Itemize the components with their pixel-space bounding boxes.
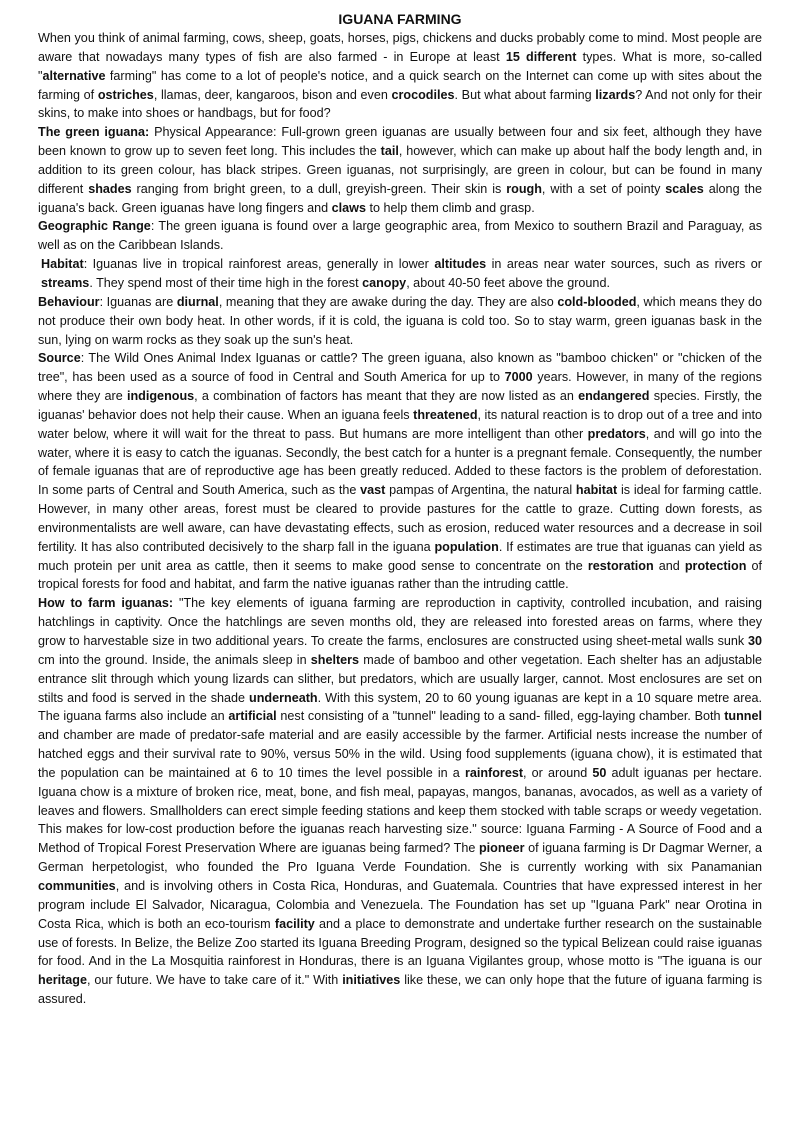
text-run: When you think of animal farming, cows, sheep, goats, horses, pigs, chickens and ducks probably come to mind. Most people are aware that nowadays many types of fish are also farmed - in Europe at least <box>38 31 762 64</box>
bold-term: rainforest <box>464 765 524 780</box>
text-run: . If estimates are true that iguanas can yield as much protein per unit area as cattle, then it seems to make good sense to concentrate on the <box>38 539 762 573</box>
text-run: , its natural reaction is to drop out of a tree and into water below, where it will wait for the threat to pass. But humans are more intelligent than other <box>38 407 763 441</box>
bold-term: diurnal <box>176 294 219 309</box>
bold-term: initiatives <box>342 973 401 988</box>
text-run: and a place to demonstrate and undertake further research on the sustainable use of forests. In Belize, the Belize Zoo started its Iguana Breeding Program, designed so the typical Belizean could raise iguanas for food. And in the La Mosquitia rainforest in Honduras, there is an Iguana Vigilantes group, whose motto is "The iguana is our <box>38 916 762 969</box>
text-run: pampas of Argentina, the natural <box>385 483 576 498</box>
bold-term: shades <box>88 181 132 196</box>
text-run: , llamas, deer, kangaroos, bison and even <box>153 87 392 102</box>
text-run: : Iguanas are <box>99 294 177 309</box>
text-run: . They spend most of their time high in the forest <box>89 275 363 290</box>
text-run: like these, we can only hope that the future of iguana farming is assured. <box>38 973 762 1007</box>
text-run: in areas near water sources, such as rivers or <box>486 257 763 272</box>
bold-term: artificial <box>228 709 277 724</box>
text-run: cm into the ground. Inside, the animals sleep in <box>38 652 311 667</box>
text-run: adult iguanas per hectare. Iguana chow is a mixture of broken rice, meat, bone, and fish meal, papayas, mangos, bananas, avocados, as well as a variety of leaves and flowers. Smallholders can erect simple feeding stations and keep them stocked with table scraps or weedy vegetation. This makes for low-cost production before the iguanas reach harvesting size." source: Iguana Farming - A Source of Food and a Method of Tropical Forest Preservation Where are iguanas being farmed? The <box>38 765 762 856</box>
bold-term: Behaviour <box>38 294 100 309</box>
bold-term: tunnel <box>724 709 762 724</box>
bold-term: The green iguana: <box>38 125 150 140</box>
text-run: to help them climb and grasp. <box>365 200 535 215</box>
bold-term: 50 <box>592 765 607 780</box>
bold-term: 7000 <box>504 370 533 385</box>
bold-term: protection <box>684 558 747 573</box>
text-run: , however, which can make up about half the body length and, in addition to its green colour, has black stripes. Green iguanas, not surprisingly, are green in colour, but can be found in many different <box>38 144 762 196</box>
paragraph-how-to-farm <box>38 594 762 1009</box>
bold-term: altitudes <box>434 257 487 272</box>
text-run: and chamber are made of predator-safe material and are easily accessible by the farmer. Artificial nests increase the number of hatched eggs and their survival rate to 90%, versus 50% in the wild. Using food supplements (iguana chow), it is estimated that the population can be maintained at 6 to 10 times the level possible in a <box>38 728 762 780</box>
text-run: is ideal for farming cattle. However, in many other areas, forest must be cleared to provide pastures for the cattle to graze. Cutting down forests, as environmentalists are well aware, can have devastating effects, such as erosion, reduced water resources and a decrease in soil fertility. It has also contributed decisively to the sharp fall in the iguana <box>38 483 762 554</box>
bold-term: communities <box>38 878 116 893</box>
bold-term: crocodiles <box>391 87 455 102</box>
text-run: of iguana farming is Dr Dagmar Werner, a German herpetologist, who founded the Pro Iguana Verde Foundation. She is currently working with six Panamanian <box>38 841 762 875</box>
text-run: and <box>653 558 685 573</box>
bold-term: Geographic Range <box>38 219 151 234</box>
paragraph-source <box>38 349 762 594</box>
bold-term: threatened <box>413 407 478 422</box>
bold-term: 15 different <box>505 49 577 64</box>
text-run: years. However, in many of the regions where they are <box>38 370 762 404</box>
bold-term: restoration <box>587 558 654 573</box>
text-run: ranging from bright green, to a dull, greyish-green. Their skin is <box>131 181 507 196</box>
text-run: , meaning that they are awake during the day. They are also <box>218 294 558 309</box>
paragraph-geographic-range <box>38 217 762 255</box>
bold-term: tail <box>380 144 399 159</box>
text-run: made of bamboo and other vegetation. Each shelter has an adjustable entrance slit through which young lizards can slither, but predators, which are usually larger, cannot. Most enclosures are set on stilts and food is served in the shade <box>38 652 762 705</box>
bold-term: habitat <box>575 483 618 498</box>
bold-term: endangered <box>578 389 650 404</box>
bold-term: claws <box>331 200 366 215</box>
document-title: IGUANA FARMING <box>338 11 462 27</box>
bold-term: Habitat <box>41 257 84 272</box>
bold-term: streams <box>41 275 90 290</box>
text-run: , which means they do not produce their own body heat. In other words, if it is cold, the iguana is cold too. So to stay warm, green iguanas bask in the sun, lying on warm rocks as they soak up the sun's heat. <box>38 294 762 347</box>
bold-term: How to farm iguanas: <box>38 596 174 611</box>
text-run: of tropical forests for food and habitat, and farm the native iguanas rather than the intruding cattle. <box>38 558 762 592</box>
text-run: Physical Appearance: Full-grown green iguanas are usually between four and six feet, although they have been known to grow up to seven feet long. This includes the <box>38 125 762 159</box>
bold-term: vast <box>360 483 386 498</box>
bold-term: population <box>434 539 499 554</box>
paragraph-habitat <box>38 255 762 293</box>
text-run: "The key elements of iguana farming are reproduction in captivity, controlled incubation, and raising hatchlings in captivity. Once the hatchlings are seven months old, they are released into forested areas on farms, where they grow to harvestable size in two additional years. To create the farms, enclosures are constructed using sheet-metal walls sunk <box>38 596 763 648</box>
bold-term: indigenous <box>126 389 195 404</box>
text-run: : The Wild Ones Animal Index Iguanas or cattle? The green iguana, also known as "bamboo chicken" or "chicken of the tree", has been used as a source of food in Central and South America for up to <box>38 351 762 385</box>
bold-term: lizards <box>595 87 636 102</box>
bold-term: predators <box>587 426 646 441</box>
document-body <box>38 29 762 1009</box>
text-run: , and is involving others in Costa Rica, Honduras, and Guatemala. Countries that have expressed interest in her program include El Salvador, Nicaragua, Colombia and Venezuela. The Foundation has set up "Iguana Park" near Orotina in Costa Rica, which is both an eco-tourism <box>38 878 762 931</box>
text-run: : The green iguana is found over a large geographic area, from Mexico to southern Brazil and Paraguay, as well as on the Caribbean Islands. <box>38 219 762 253</box>
bold-term: alternative <box>42 68 106 83</box>
text-run: types. What is more, so-called " <box>38 49 762 83</box>
bold-term: rough <box>506 181 542 196</box>
text-run: along the iguana's back. Green iguanas have long fingers and <box>38 181 763 215</box>
paragraph-intro <box>38 29 762 123</box>
bold-term: cold-blooded <box>557 294 637 309</box>
text-run: , our future. We have to take care of it." With <box>87 973 343 988</box>
bold-term: 30 <box>747 634 762 648</box>
text-run: : Iguanas live in tropical rainforest areas, generally in lower <box>83 257 435 272</box>
text-run: . But what about farming <box>454 87 596 102</box>
text-run: , with a set of pointy <box>541 181 666 196</box>
bold-term: facility <box>274 916 315 931</box>
text-run: . With this system, 20 to 60 young iguanas are kept in a 10 square metre area. The iguana farms also include an <box>38 690 762 724</box>
text-run: nest consisting of a "tunnel" leading to a sand- filled, egg-laying chamber. Both <box>276 709 725 724</box>
bold-term: underneath <box>249 690 318 705</box>
text-run: ? And not only for their skins, to make into shoes or handbags, but for food? <box>38 87 762 121</box>
paragraph-behaviour <box>38 293 762 350</box>
bold-term: canopy <box>362 275 407 290</box>
bold-term: pioneer <box>478 841 525 856</box>
text-run: , or around <box>523 765 593 780</box>
bold-term: heritage <box>38 973 87 988</box>
paragraph-green-iguana <box>38 123 762 217</box>
bold-term: Source <box>38 351 81 366</box>
text-run: species. Firstly, the iguanas' behavior does not help their cause. When an iguana feels <box>38 389 763 422</box>
text-run: , and will go into the water, where it is easy to catch the iguanas. Secondly, the best catch for a hunter is a pregnant female. Consequently, the number of female iguanas that are of reproductive age has been greatly reduced. Added to these factors is the problem of deforestation. In some parts of Central and South America, such as the <box>38 426 762 498</box>
text-run: , about 40-50 feet above the ground. <box>406 275 610 290</box>
text-run: farming" has come to a lot of people's notice, and a quick search on the Internet can come up with sites about the farming of <box>38 68 762 102</box>
bold-term: ostriches <box>97 87 154 102</box>
bold-term: scales <box>665 181 704 196</box>
text-run: , a combination of factors has meant that they are now listed as an <box>194 389 579 404</box>
bold-term: shelters <box>310 652 360 667</box>
